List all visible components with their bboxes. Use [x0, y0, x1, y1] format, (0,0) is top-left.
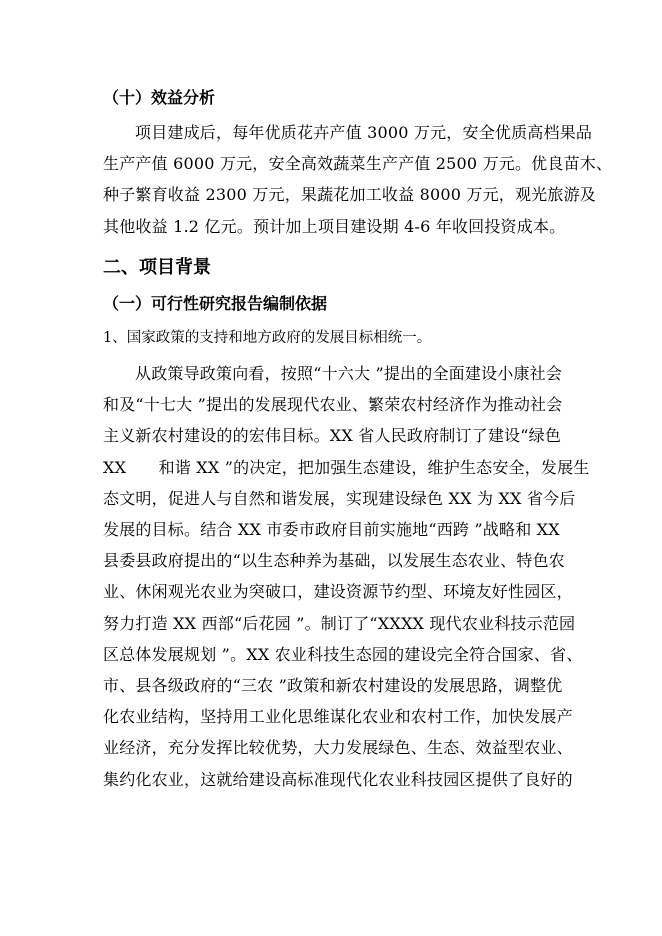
policy-line: 主义新农村建设的的宏伟目标。XX 省人民政府制订了建设“绿色: [103, 426, 562, 446]
policy-line: 和及“十七大 ”提出的发展现代农业、繁荣农村经济作为推动社会: [103, 395, 563, 415]
policy-line: 区总体发展规划 ”。XX 农业科技生态园的建设完全符合国家、省、: [103, 644, 583, 664]
benefit-line: 项目建成后，每年优质花卉产值 3000 万元，安全优质高档果品: [135, 123, 593, 142]
policy-line: 业、休闲观光农业为突破口，建设资源节约型、环境友好性园区，: [103, 582, 573, 602]
policy-point-one: 1、国家政策的支持和地方政府的发展目标相统一。: [103, 330, 432, 346]
benefit-analysis-heading: （十）效益分析: [103, 88, 216, 107]
policy-line: XX 和谐 XX ”的决定，把加强生态建设，维护生态安全，发展生: [103, 457, 590, 477]
policy-line: 业经济，充分发挥比较优势，大力发展绿色、生态、效益型农业、: [103, 738, 573, 758]
benefit-paragraph: [103, 117, 613, 242]
policy-paragraph: [103, 358, 590, 795]
benefit-line: 其他收益 1.2 亿元。预计加上项目建设期 4-6 年收回投资成本。: [103, 216, 566, 236]
policy-line: 县委县政府提出的“以生态种养为基础，以发展生态农业、特色农: [103, 551, 565, 571]
benefit-line: 生产产值 6000 万元，安全高效蔬菜生产产值 2500 万元。优良苗木、: [103, 154, 613, 174]
policy-line: 化农业结构，坚持用工业化思维谋化农业和农村工作，加快发展产: [103, 707, 573, 727]
policy-line: 努力打造 XX 西部“后花园 ”。制订了“XXXX 现代农业科技示范园: [103, 613, 576, 633]
feasibility-basis-heading: （一）可行性研究报告编制依据: [103, 294, 328, 313]
policy-line: 市、县各级政府的“三农 ”政策和新农村建设的发展思路，调整优: [103, 676, 563, 696]
policy-line: 从政策导政策向看，按照“十六大 ”提出的全面建设小康社会: [135, 364, 563, 383]
policy-line: 集约化农业，这就给建设高标准现代化农业科技园区提供了良好的: [103, 769, 573, 789]
benefit-line: 种子繁育收益 2300 万元，果蔬花加工收益 8000 万元，观光旅游及: [103, 185, 596, 205]
policy-line: 发展的目标。结合 XX 市委市政府目前实施地“西跨 ”战略和 XX: [103, 520, 560, 540]
project-background-heading: 二、项目背景: [103, 257, 211, 278]
policy-line: 态文明，促进人与自然和谐发展，实现建设绿色 XX 为 XX 省今后: [103, 488, 576, 508]
